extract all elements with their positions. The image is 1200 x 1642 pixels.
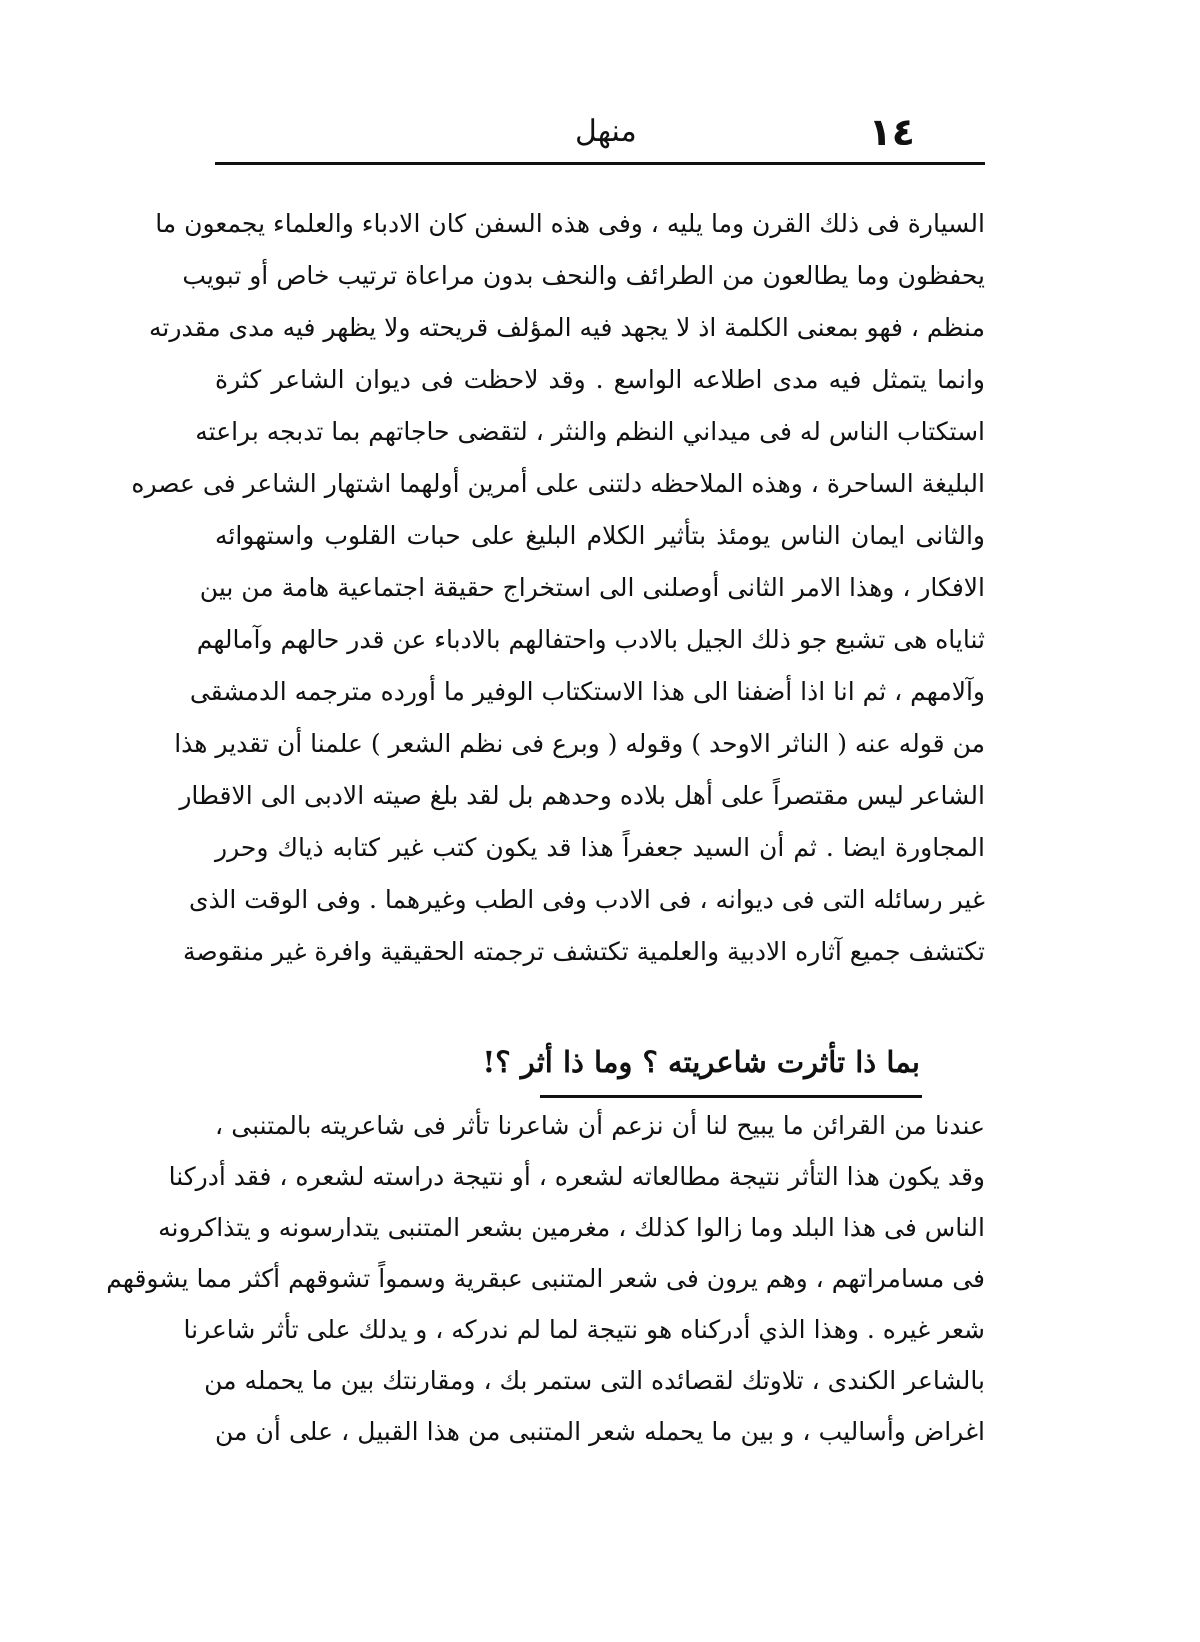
text-line: وانما يتمثل فيه مدى اطلاعه الواسع . وقد لاحظت فى ديوان الشاعر كثرة (215, 365, 985, 394)
text-line: بالشاعر الكندى ، تلاوتك لقصائده التى ستمر بك ، ومقارنتك بين ما يحمله من (204, 1366, 985, 1395)
text-line: منظم ، فهو بمعنى الكلمة اذ لا يجهد فيه المؤلف قريحته ولا يظهر فيه مدى مقدرته (149, 313, 985, 342)
page-header (215, 100, 985, 160)
text-line: تكتشف جميع آثاره الادبية والعلمية تكتشف ترجمته الحقيقية وافرة غير منقوصة (182, 937, 985, 966)
text-line: من قوله عنه ( الناثر الاوحد ) وقوله ( وبرع فى نظم الشعر ) علمنا أن تقدير هذا (174, 729, 985, 758)
text-line: وقد يكون هذا التأثر نتيجة مطالعاته لشعره ، أو نتيجة دراسته لشعره ، فقد أدركنا (168, 1162, 985, 1191)
text-line: السيارة فى ذلك القرن وما يليه ، وفى هذه السفن كان الادباء والعلماء يجمعون ما (155, 209, 985, 238)
text-line: البليغة الساحرة ، وهذه الملاحظه دلتنى على أمرين أولهما اشتهار الشاعر فى عصره (131, 469, 985, 498)
text-line: الافكار ، وهذا الامر الثانى أوصلنى الى استخراج حقيقة اجتماعية هامة من بين (199, 573, 985, 602)
heading-underline (540, 1095, 922, 1098)
text-line: الشاعر ليس مقتصراً على أهل بلاده وحدهم بل لقد بلغ صيته الادبى الى الاقطار (179, 781, 985, 810)
text-line: المجاورة ايضا . ثم أن السيد جعفراً هذا قد يكون كتب غير كتابه ذياك وحرر (215, 833, 985, 862)
text-line: ثناياه هى تشبع جو ذلك الجيل بالادب واحتفالهم بالادباء عن قدر حالهم وآمالهم (196, 625, 985, 654)
text-line: اغراض وأساليب ، و بين ما يحمله شعر المتنبى من هذا القبيل ، على أن من (215, 1417, 985, 1446)
body-paragraph (131, 198, 985, 978)
text-line: عندنا من القرائن ما يبيح لنا أن نزعم أن شاعرنا تأثر فى شاعريته بالمتنبى ، (215, 1111, 985, 1140)
header-divider (215, 162, 985, 165)
running-title: منهل (575, 114, 637, 149)
text-line: غير رسائله التى فى ديوانه ، فى الادب وفى الطب وغيرهما . وفى الوقت الذى (189, 885, 985, 914)
text-line: شعر غيره . وهذا الذي أدركناه هو نتيجة لما لم ندركه ، و يدلك على تأثر شاعرنا (183, 1315, 985, 1344)
page-number: ١٤ (868, 110, 915, 154)
section-heading: بما ذا تأثرت شاعريته ؟ وما ذا أثر ؟! (482, 1045, 920, 1079)
text-line: الناس فى هذا البلد وما زالوا كذلك ، مغرمين بشعر المتنبى يتدارسونه و يتذاكرونه (158, 1213, 985, 1242)
text-line: فى مسامراتهم ، وهم يرون فى شعر المتنبى عبقرية وسمواً تشوقهم أكثر مما يشوقهم (106, 1264, 985, 1293)
text-line: استكتاب الناس له فى ميداني النظم والنثر ، لتقضى حاجاتهم بما تدبجه براعته (195, 417, 985, 446)
text-line: والثانى ايمان الناس يومئذ بتأثير الكلام البليغ على حبات القلوب واستهوائه (215, 521, 985, 550)
text-line: وآلامهم ، ثم انا اذا أضفنا الى هذا الاستكتاب الوفير ما أورده مترجمه الدمشقى (189, 677, 985, 706)
section-paragraph (106, 1100, 985, 1457)
text-line: يحفظون وما يطالعون من الطرائف والنحف بدون مراعاة ترتيب خاص أو تبويب (182, 261, 985, 290)
